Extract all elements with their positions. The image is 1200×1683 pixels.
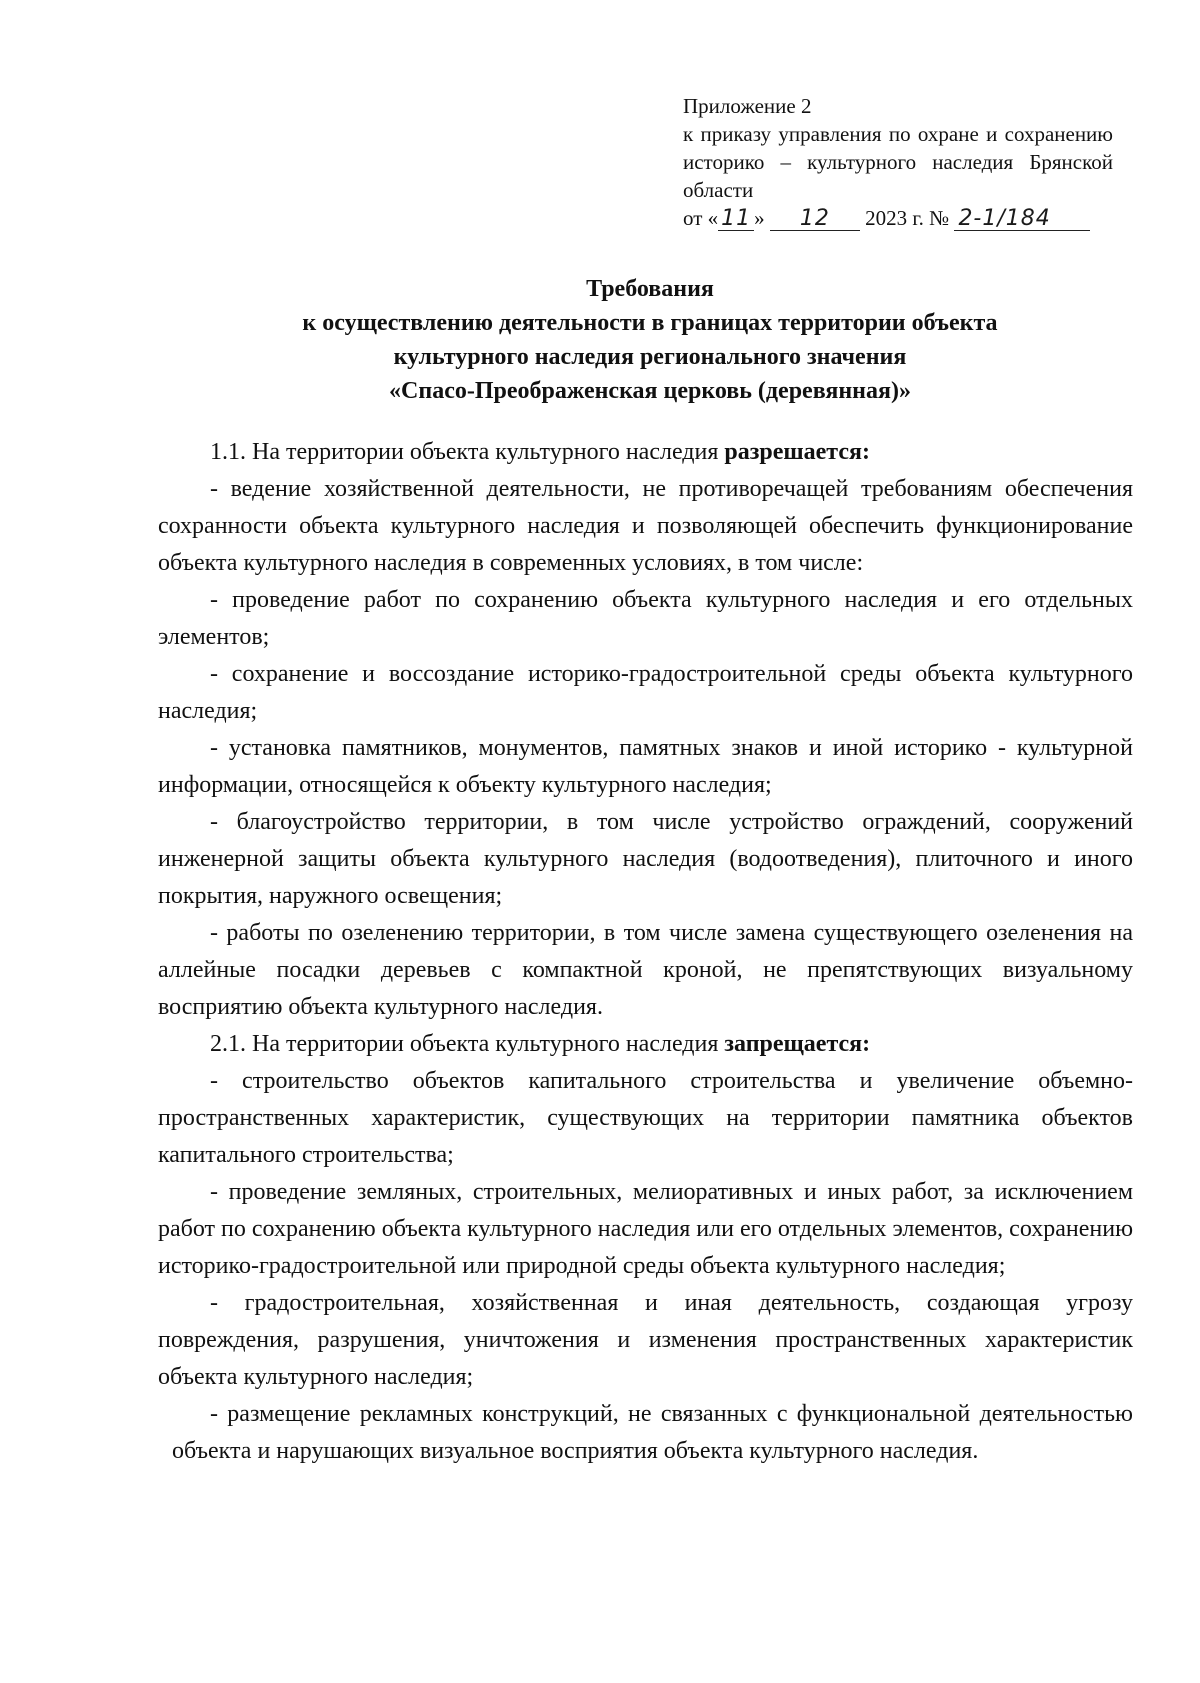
appendix-title: Приложение 2 [683,94,812,118]
section-1-item: - работы по озеленению территории, в том числе замена существующего озеленения на аллейные посадки деревьев с компактной кроной, не препятствующих визуальному восприятию объекта культурного наследия. [158,920,1133,1020]
section-2-item: - размещение рекламных конструкций, не связанных с функциональной деятельностью объекта и нарушающих визуальное восприятия объекта культурного наследия. [172,1401,1133,1464]
title-line-1: Требования [586,276,714,302]
date-day-handwritten: 11 [718,208,754,231]
document-title [160,272,1140,408]
date-month-handwritten: 12 [770,208,860,231]
section-1-item: - проведение работ по сохранению объекта культурного наследия и его отдельных элементов; [158,587,1133,650]
section-1-item: - ведение хозяйственной деятельности, не противоречащей требованиям обеспечения сохранности объекта культурного наследия и позволяющей обеспечить функционирование объекта культурного наследия в современных условиях, в том числе: [158,476,1133,576]
appendix-order-reference: к приказу управления по охране и сохранению историко – культурного наследия Брянской области [683,122,1113,202]
section-2-heading-text: 2.1. На территории объекта культурного наследия [210,1031,725,1057]
section-1-heading-text: 1.1. На территории объекта культурного наследия [210,439,725,465]
document-body [158,434,1133,1470]
document-number-handwritten: 2-1/184 [954,208,1090,231]
date-year: 2023 г. № [865,206,950,230]
section-1-heading-keyword: разрешается: [724,439,870,465]
section-2-heading-keyword: запрещается: [724,1031,871,1057]
title-line-4: «Спасо-Преображенская церковь (деревянная)» [389,378,911,404]
appendix-header [683,92,1113,232]
date-mid: » [754,206,765,230]
section-1-item: - сохранение и воссоздание историко-градостроительной среды объекта культурного наследия; [158,661,1133,724]
appendix-date-line [683,204,1113,232]
date-prefix: от « [683,206,719,230]
section-1-item: - благоустройство территории, в том числе устройство ограждений, сооружений инженерной защиты объекта культурного наследия (водоотведения), плиточного и иного покрытия, наружного освещения; [158,809,1133,909]
section-2-item: - проведение земляных, строительных, мелиоративных и иных работ, за исключением работ по сохранению объекта культурного наследия или его отдельных элементов, сохранению историко-градостроительной или природной среды объекта культурного наследия; [158,1179,1133,1279]
title-line-3: культурного наследия регионального значения [393,344,907,370]
section-2-item: - градостроительная, хозяйственная и иная деятельность, создающая угрозу повреждения, разрушения, уничтожения и изменения пространственных характеристик объекта культурного наследия; [158,1290,1133,1390]
section-1-heading [158,434,1133,471]
section-1-item: - установка памятников, монументов, памятных знаков и иной историко - культурной информации, относящейся к объекту культурного наследия; [158,735,1133,798]
title-line-2: к осуществлению деятельности в границах территории объекта [302,310,998,336]
section-2-item: - строительство объектов капитального строительства и увеличение объемно-пространственных характеристик, существующих на территории памятника объектов капитального строительства; [158,1068,1133,1168]
section-2-heading [158,1026,1133,1063]
